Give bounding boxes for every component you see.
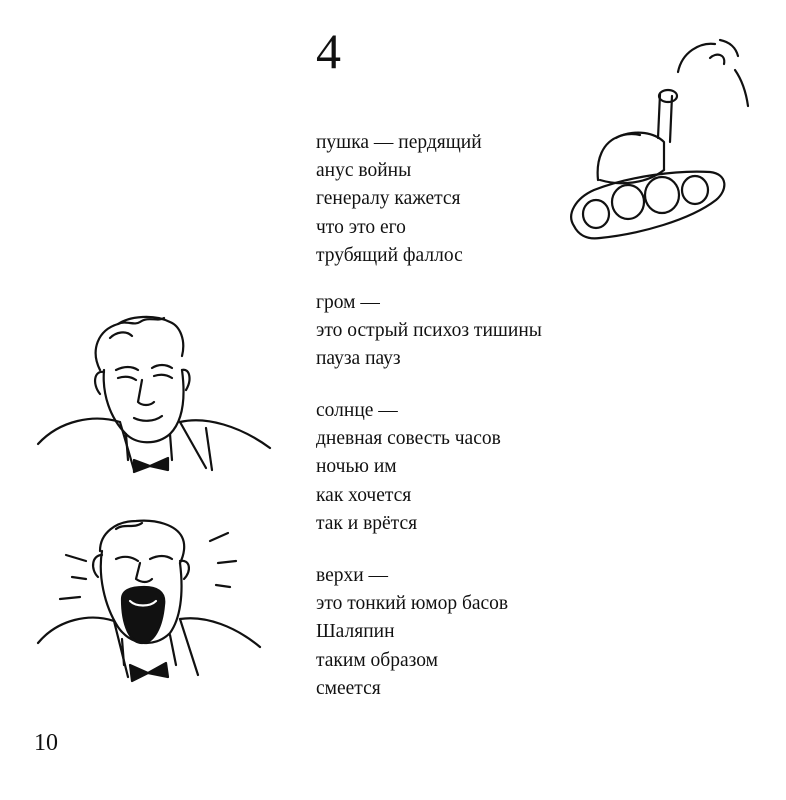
poem-line: что это его <box>316 216 406 238</box>
poem-line: солнце — <box>316 400 398 421</box>
poem-line: генералу кажется <box>316 188 461 210</box>
poem-line: трубящий фаллос <box>316 244 463 266</box>
poem-line: дневная совесть часов <box>316 428 501 450</box>
poem-line: как хочется <box>316 484 412 506</box>
poem-line: таким образом <box>316 649 438 671</box>
page-number: 10 <box>34 730 58 756</box>
poem-line: пушка — пердящий <box>316 132 482 153</box>
poem-line: анус войны <box>316 160 412 182</box>
poem-line: Шаляпин <box>316 621 395 643</box>
poem-line: это тонкий юмор басов <box>316 593 509 615</box>
man-portrait-icon <box>30 310 280 480</box>
singing-man-icon <box>30 515 270 695</box>
poem-line: это острый психоз тишины <box>316 320 542 342</box>
stanza-4 <box>316 562 616 703</box>
chapter-number: 4 <box>316 23 341 79</box>
poem-line: смеется <box>316 677 381 699</box>
poem-line: ночью им <box>316 456 397 478</box>
stanza-2 <box>316 289 616 374</box>
poem-line: так и врётся <box>316 512 418 534</box>
stanza-3 <box>316 397 616 538</box>
poem-line: пауза пауз <box>316 348 401 370</box>
tank-icon <box>560 30 760 250</box>
poem-line: гром — <box>316 292 380 313</box>
poem-line: верхи — <box>316 565 389 586</box>
